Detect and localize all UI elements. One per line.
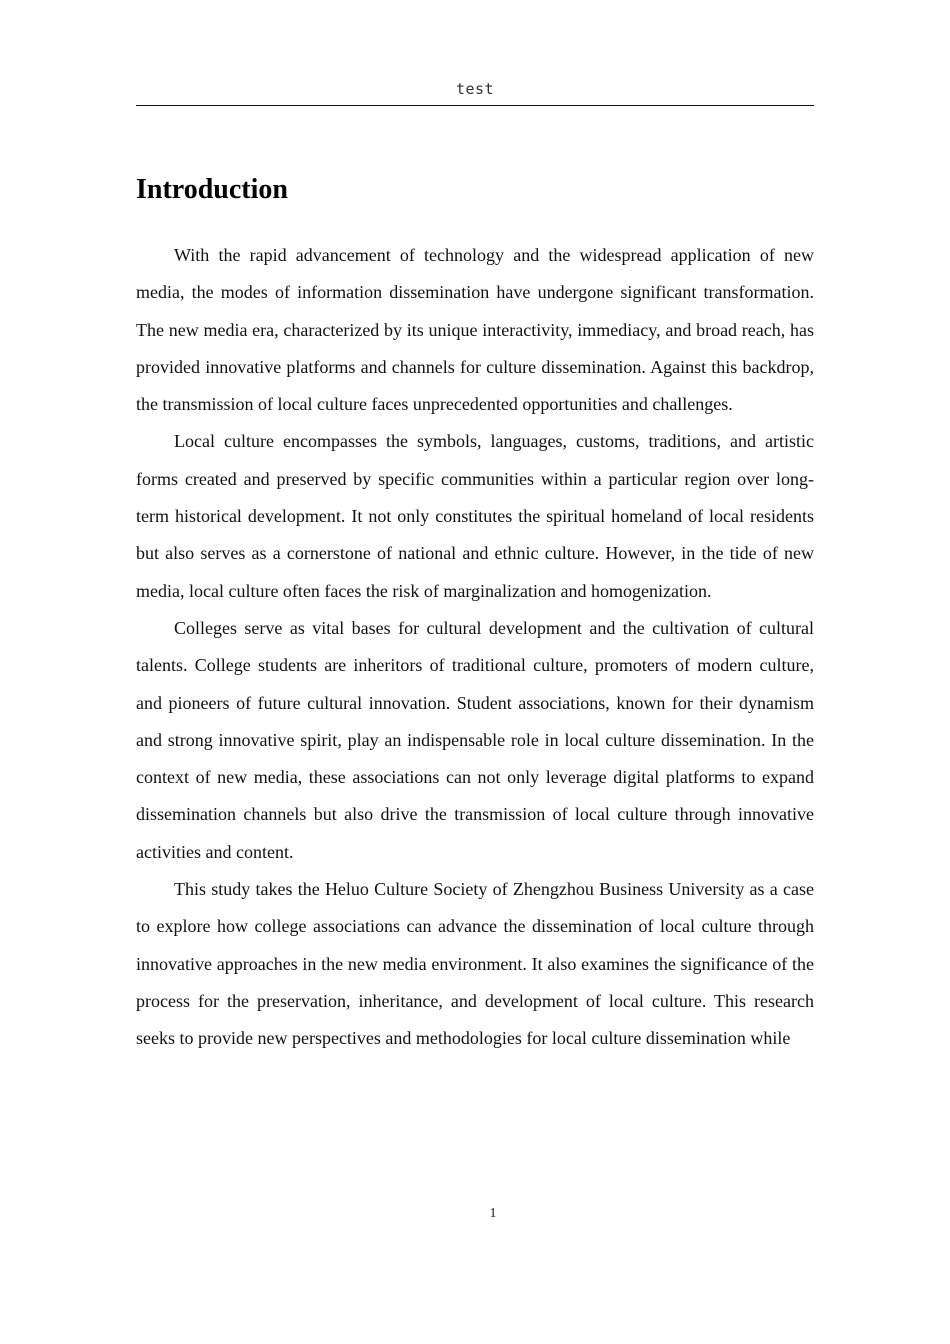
paragraph-3: Colleges serve as vital bases for cultural development and the cultivation of cultural talents. College students are inheritors of traditional culture, promoters of modern culture, and pioneers of future cultural innovation. Student associations, known for their dynamism and strong innovative spirit, play an indispensable role in local culture dissemination. In the context of new media, these associations can not only leverage digital platforms to expand dissemination channels but also drive the transmission of local culture through innovative activities and content. <box>136 617 814 862</box>
header-divider <box>136 105 814 106</box>
section-heading: Introduction <box>136 174 288 205</box>
body-text <box>136 237 814 1058</box>
page-number: 1 <box>489 1206 497 1221</box>
paragraph-2: Local culture encompasses the symbols, languages, customs, traditions, and artistic forms created and preserved by specific communities within a particular region over long-term historical development. It not only constitutes the spiritual homeland of local residents but also serves as a cornerstone of national and ethnic culture. However, in the tide of new media, local culture often faces the risk of marginalization and homogenization. <box>136 431 814 601</box>
paragraph-1: With the rapid advancement of technology and the widespread application of new media, the modes of information dissemination have undergone significant transformation. The new media era, characterized by its unique interactivity, immediacy, and broad reach, has provided innovative platforms and channels for culture dissemination. Against this backdrop, the transmission of local culture faces unprecedented opportunities and challenges. <box>136 245 814 415</box>
page-header-text: test <box>455 80 495 98</box>
paragraph-4: This study takes the Heluo Culture Society of Zhengzhou Business University as a case to explore how college associations can advance the dissemination of local culture through innovative approaches in the new media environment. It also examines the significance of the process for the preservation, inheritance, and development of local culture. This research seeks to provide new perspectives and methodologies for local culture dissemination while <box>136 879 814 1049</box>
